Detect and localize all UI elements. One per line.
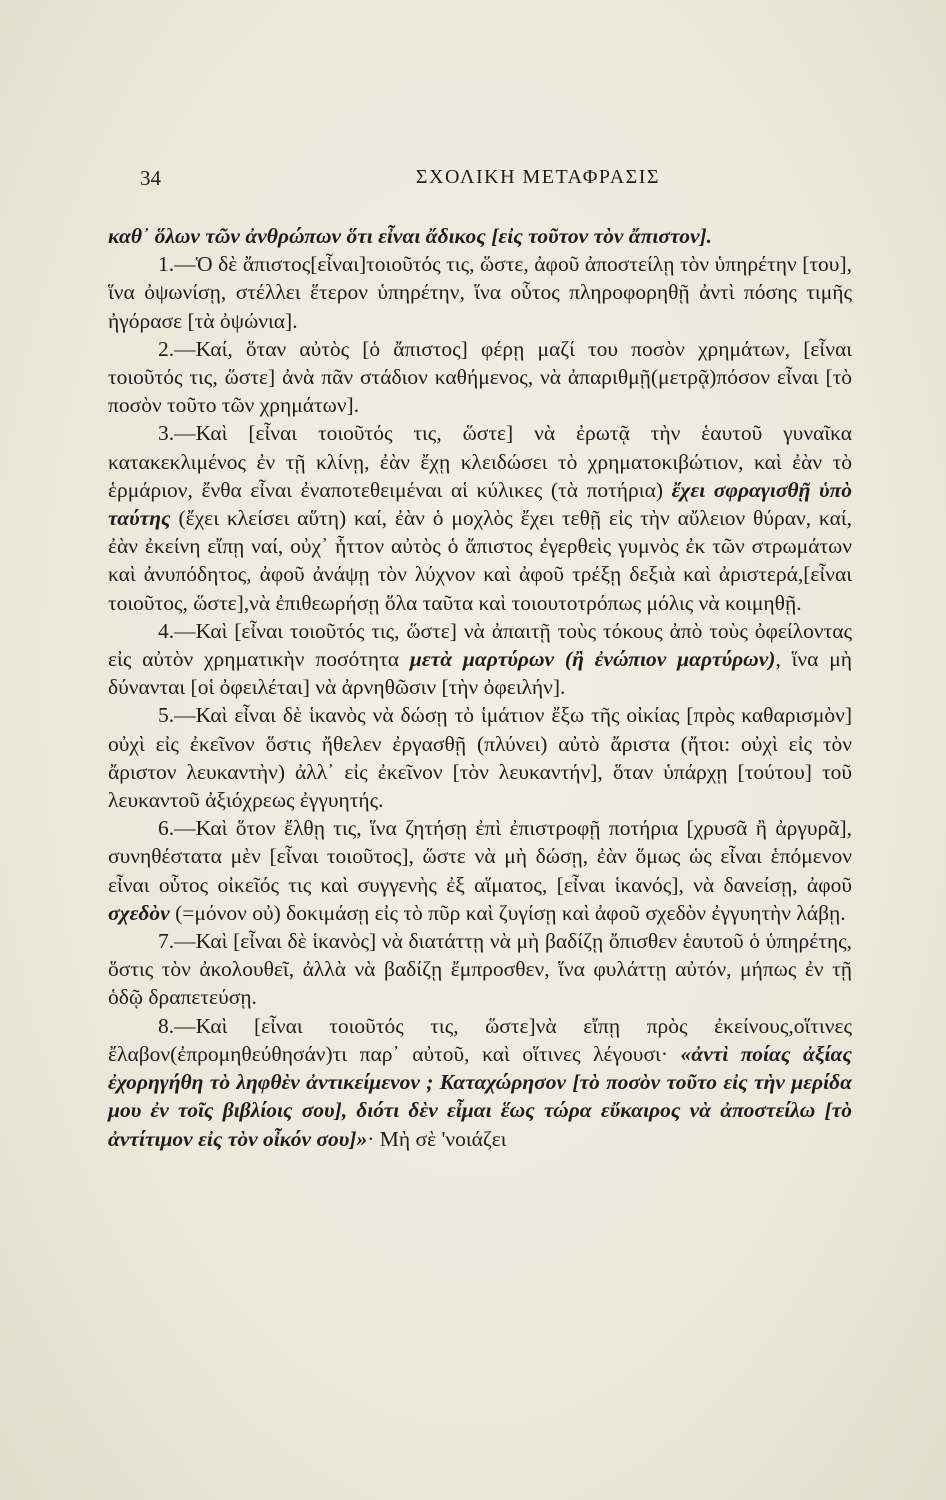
emphasis-text: καθ᾽ ὅλων τῶν ἀνθρώπων ὅτι εἶναι ἄδικος [εἰς τοῦτον τὸν ἄπιστον]. — [108, 224, 713, 248]
running-title: ΣΧΟΛΙΚΗ ΜΕΤΑΦΡΑΣΙΣ — [415, 166, 661, 188]
paragraph-text: 1.—Ὁ δὲ ἄπιστος[εἶναι]τοιοῦτός τις, ὥστε, ἀφοῦ ἀποστείλῃ τὸν ὑπηρέτην [του], ἵνα ὀψωνίσῃ, στέλλει ἕτερον ὑπηρέτην, ἵνα οὗτος πληροφορηθῇ ἀντὶ πόσης τιμῆς ἠγόρασε [τὰ ὀψώνια]. — [108, 252, 852, 333]
emphasis-text: σχεδὸν — [108, 900, 170, 925]
page-header — [140, 166, 846, 196]
paragraph-continuation — [108, 222, 852, 250]
paragraph-8 — [108, 1012, 852, 1153]
paragraph-2 — [108, 335, 852, 420]
page-number: 34 — [140, 166, 161, 190]
paragraph-text: (ἔχει κλείσει αὕτη) καί, ἐὰν ὁ μοχλὸς ἔχει τεθῇ εἰς τὴν αὔλειον θύραν, καί, ἐὰν ἐκείνη εἴπῃ ναί, οὐχ᾽ ἧττον αὐτὸς ὁ ἄπιστος ἐγερθεὶς γυμνὸς ἐκ τῶν στρωμάτων καὶ ἀνυπόδητος, ἀφοῦ ἀνάψῃ τὸν λύχνον καὶ ἀφοῦ τρέξῃ δεξιὰ καὶ ἀριστερά,[εἶναι τοιοῦτος, ὥστε],νὰ ἐπιθεωρήσῃ ὅλα ταῦτα καὶ τοιουτοτρόπως μόλις νὰ κοιμηθῇ. — [108, 506, 852, 615]
paragraph-text: 3.—Καὶ [εἶναι τοιοῦτός τις, ὥστε] νὰ ἐρωτᾷ τὴν ἑαυτοῦ γυναῖκα κατακεκλιμένος ἐν τῇ κλίνῃ, ἐὰν ἔχῃ κλειδώσει τὸ χρηματοκιβώτιον, καὶ ἐὰν τὸ ἑρμάριον, ἔνθα εἶναι ἐναποτεθειμέναι αἱ κύλικες (τὰ ποτήρια) — [108, 421, 852, 502]
emphasis-text: ἔχει σφραγισθῇ ὑπὸ ταύτης — [108, 477, 852, 531]
emphasis-text: μετὰ μαρτύρων (ἢ ἐνώπιον μαρτύρων) — [409, 647, 776, 672]
paragraph-text: 2.—Καί, ὅταν αὐτὸς [ὁ ἄπιστος] φέρῃ μαζί του ποσὸν χρημάτων, [εἶναι τοιοῦτός τις, ὥστε] ἀνὰ πᾶν στάδιον καθήμενος, νὰ ἀπαριθμῇ(μετρᾷ)πόσον εἶναι [τὸ ποσὸν τοῦτο τῶν χρημάτων]. — [108, 336, 852, 418]
body-text — [108, 222, 852, 1153]
paragraph-text: · Μὴ σὲ 'νοιάζει — [367, 1126, 507, 1151]
paragraph-4 — [108, 617, 852, 702]
emphasis-text: «ἀντὶ ποίας ἀξίας ἐχορηγήθη τὸ ληφθὲν ἀντικείμενον ; Καταχώρησον [τὸ ποσὸν τοῦτο εἰς τὴν μερίδα μου ἐν τοῖς βιβλίοις σου], διότι δὲν εἶμαι ἕως τώρα εὔκαιρος νὰ ἀποστείλω [τὸ ἀντίτιμον εἰς τὸν οἶκόν σου]» — [108, 1041, 852, 1151]
paragraph-7 — [108, 927, 852, 1012]
paragraph-1 — [108, 250, 852, 335]
paragraph-5 — [108, 701, 852, 814]
paragraph-text: (=μόνον οὐ) δοκιμάσῃ εἰς τὸ πῦρ καὶ ζυγίσῃ καὶ ἀφοῦ σχεδὸν ἐγγυητὴν λάβῃ. — [169, 900, 846, 925]
paragraph-6 — [108, 814, 852, 927]
paragraph-text: 4.—Καὶ [εἶναι τοιοῦτός τις, ὥστε] νὰ ἀπαιτῇ τοὺς τόκους ἀπὸ τοὺς ὀφείλοντας εἰς αὐτὸν χρηματικὴν ποσότητα — [108, 618, 852, 672]
paragraph-text: 6.—Καὶ ὅτον ἔλθῃ τις, ἵνα ζητήσῃ ἐπὶ ἐπιστροφῇ ποτήρια [χρυσᾶ ἢ ἀργυρᾶ], συνηθέστατα μὲν [εἶναι τοιοῦτος], ὥστε νὰ μὴ δώσῃ, ἐὰν ὅμως ὡς εἶναι ἑπόμενον εἶναι οὗτος οἰκεῖός τις καὶ συγγενὴς ἐξ αἵματος, [εἶναι ἱκανός], νὰ δανείσῃ, ἀφοῦ — [108, 816, 852, 897]
paragraph-text: , ἵνα μὴ δύνανται [οἱ ὀφειλέται] νὰ ἀρνηθῶσιν [τὴν ὀφειλήν]. — [108, 647, 852, 700]
paragraph-text: 5.—Καὶ εἶναι δὲ ἱκανὸς νὰ δώσῃ τὸ ἱμάτιον ἔξω τῆς οἰκίας [πρὸς καθαρισμὸν] οὐχὶ εἰς ἐκεῖνον ὅστις ἤθελεν ἐργασθῇ (πλύνει) αὐτὸ ἄριστα (ἤτοι: οὐχὶ εἰς τὸν ἄριστον λευκαντὴν) ἀλλ᾽ εἰς ἐκεῖνον [τὸν λευκαντήν], ὅταν ὑπάρχῃ [τούτου] τοῦ λευκαντοῦ ἀξιόχρεως ἐγγυητής. — [108, 703, 852, 813]
paragraph-text: 7.—Καὶ [εἶναι δὲ ἱκανὸς] νὰ διατάττῃ νὰ μὴ βαδίζῃ ὄπισθεν ἑαυτοῦ ὁ ὑπηρέτης, ὅστις τὸν ἀκολουθεῖ, ἀλλὰ νὰ βαδίζῃ ἔμπροσθεν, ἵνα φυλάττῃ αὐτόν, μήπως ἐν τῇ ὁδῷ δραπετεύσῃ. — [108, 929, 852, 1010]
paragraph-3 — [108, 419, 852, 616]
paragraph-text: 8.—Καὶ [εἶναι τοιοῦτός τις, ὥστε]νὰ εἴπῃ πρὸς ἐκείνους,οἵτινες ἔλαβον(ἐπρομηθεύθησάν)τι παρ᾽ αὐτοῦ, καὶ οἵτινες λέγουσι· — [108, 1013, 852, 1066]
